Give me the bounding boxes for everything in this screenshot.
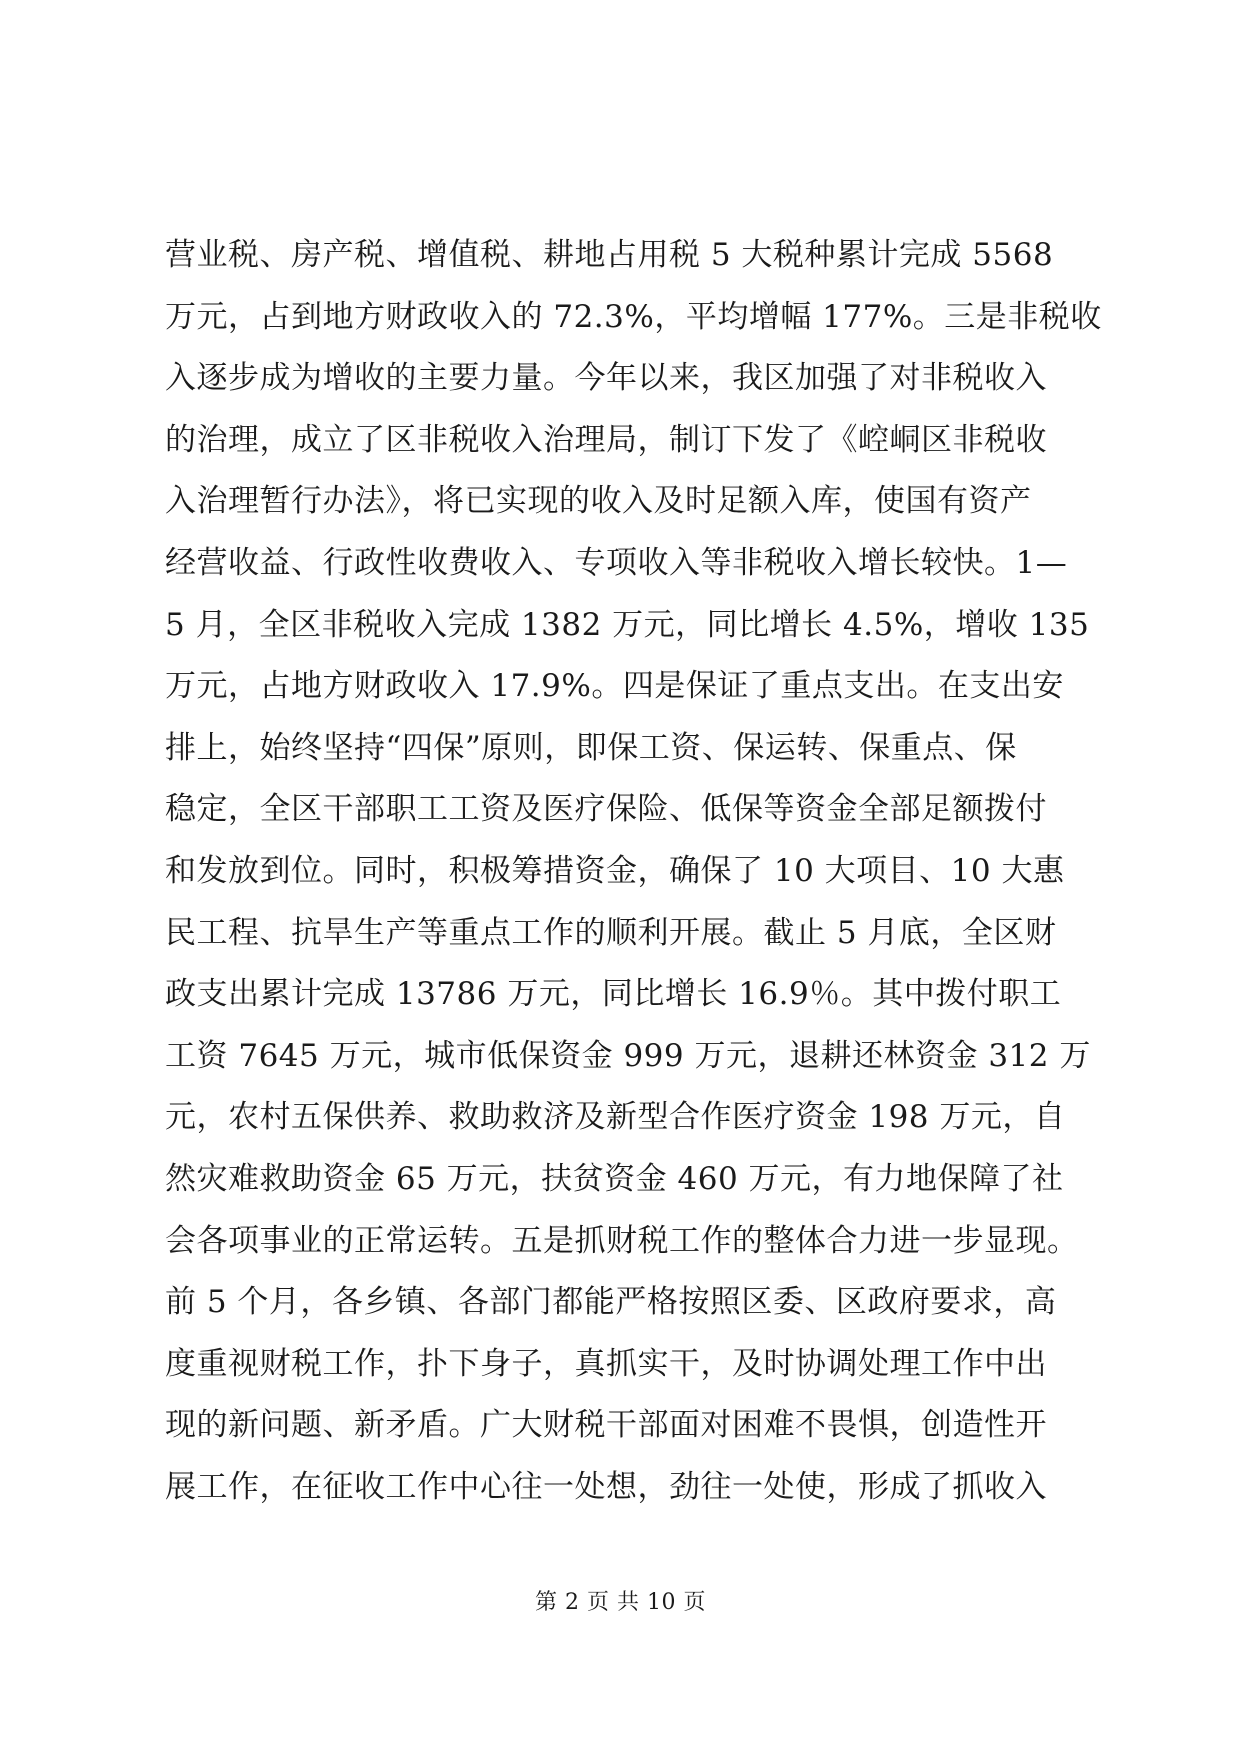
- text-line: 会各项事业的正常运转。五是抓财税工作的整体合力进一步显现。: [165, 1222, 1079, 1259]
- text-line: 万元，占地方财政收入 17.9%。四是保证了重点支出。在支出安: [165, 668, 1064, 705]
- text-line: 和发放到位。同时，积极筹措资金，确保了 10 大项目、10 大惠: [165, 852, 1065, 889]
- text-line: 度重视财税工作，扑下身子，真抓实干，及时协调处理工作中出: [165, 1345, 1047, 1382]
- text-line: 稳定，全区干部职工工资及医疗保险、低保等资金全部足额拨付: [165, 791, 1047, 828]
- text-line: 政支出累计完成 13786 万元，同比增长 16.9％。其中拨付职工: [165, 976, 1062, 1013]
- text-line: 然灾难救助资金 65 万元，扶贫资金 460 万元，有力地保障了社: [165, 1160, 1064, 1197]
- text-line: 民工程、抗旱生产等重点工作的顺利开展。截止 5 月底，全区财: [165, 914, 1057, 951]
- text-line: 5 月，全区非税收入完成 1382 万元，同比增长 4.5%，增收 135: [165, 606, 1090, 643]
- text-line: 展工作，在征收工作中心往一处想，劲往一处使，形成了抓收入: [165, 1468, 1047, 1505]
- text-line: 工资 7645 万元，城市低保资金 999 万元，退耕还林资金 312 万: [165, 1037, 1091, 1074]
- text-line: 排上，始终坚持“四保”原则，即保工资、保运转、保重点、保: [165, 729, 1017, 766]
- page-footer: 第 2 页 共 10 页: [535, 1590, 706, 1615]
- text-line: 万元，占到地方财政收入的 72.3%，平均增幅 177%。三是非税收: [165, 298, 1102, 335]
- body-text: [165, 225, 1102, 1518]
- text-line: 现的新问题、新矛盾。广大财税干部面对困难不畏惧，创造性开: [165, 1407, 1047, 1444]
- text-line: 前 5 个月，各乡镇、各部门都能严格按照区委、区政府要求，高: [165, 1284, 1057, 1321]
- text-line: 元，农村五保供养、救助救济及新型合作医疗资金 198 万元，自: [165, 1099, 1066, 1136]
- text-line: 的治理，成立了区非税收入治理局，制订下发了《崆峒区非税收: [165, 421, 1047, 458]
- text-line: 入治理暂行办法》，将已实现的收入及时足额入库，使国有资产: [165, 483, 1032, 520]
- text-line: 入逐步成为增收的主要力量。今年以来，我区加强了对非税收入: [165, 360, 1047, 397]
- text-line: 经营收益、行政性收费收入、专项收入等非税收入增长较快。1—: [165, 544, 1068, 581]
- text-line: 营业税、房产税、增值税、耕地占用税 5 大税种累计完成 5568: [165, 237, 1054, 273]
